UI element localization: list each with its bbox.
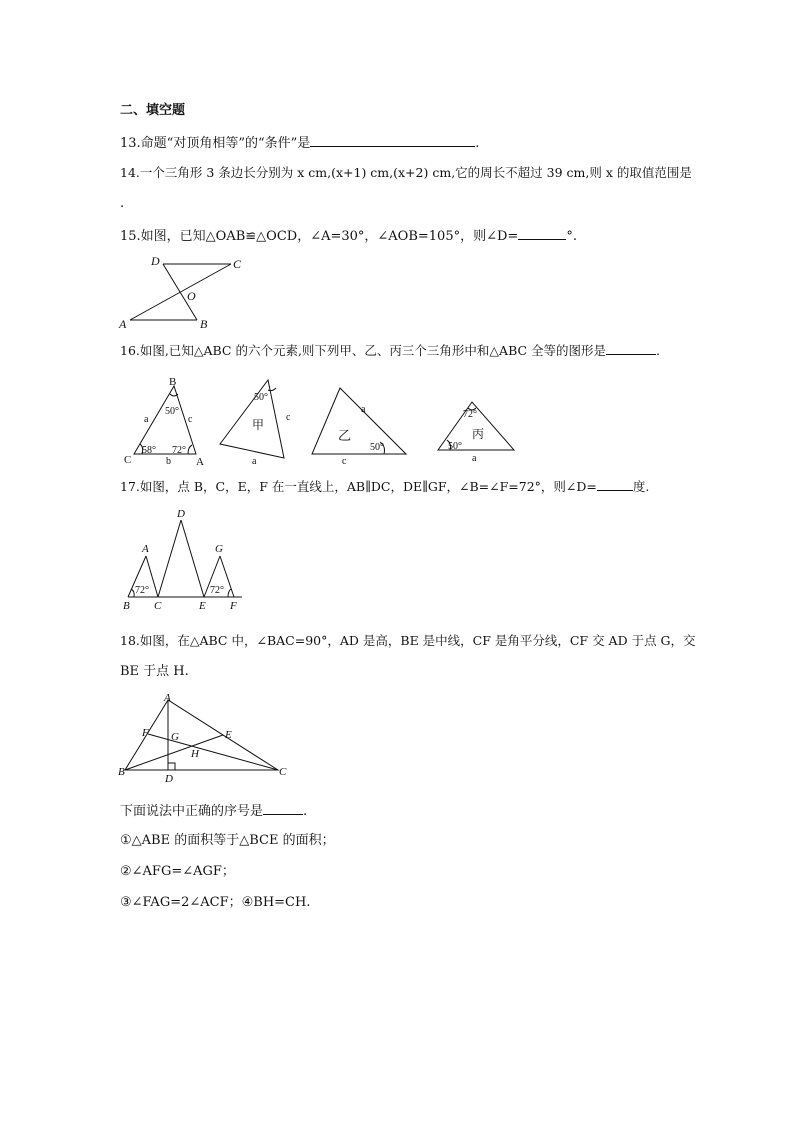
question-18-line-1: 18.如图，在△ABC 中，∠BAC=90°，AD 是高，BE 是中线，CF 是角平分线，CF 交 AD 于点 G，交 bbox=[120, 633, 696, 648]
fig16-bing-name: 丙 bbox=[472, 427, 485, 441]
figure-15 bbox=[115, 252, 255, 332]
fig18-label-a: A bbox=[164, 692, 171, 704]
answer-blank-17[interactable] bbox=[597, 478, 633, 491]
fig16-side-c: c bbox=[188, 414, 193, 425]
question-18-prompt-end: . bbox=[303, 804, 308, 819]
fig18-label-h: H bbox=[191, 748, 199, 760]
fig15-label-a: A bbox=[119, 317, 127, 331]
fig17-label-e: E bbox=[199, 600, 206, 612]
fig16-yi-side-a: a bbox=[361, 404, 366, 415]
fig17-angle-b: 72° bbox=[135, 585, 149, 596]
fig15-label-b: B bbox=[200, 317, 208, 331]
question-16-text: 16.如图,已知△ABC 的六个元素,则下列甲、乙、丙三个三角形中和△ABC 全等的图形是 bbox=[120, 343, 607, 358]
question-16 bbox=[120, 342, 660, 359]
fig17-label-a: A bbox=[142, 543, 149, 555]
fig16-yi-name: 乙 bbox=[338, 428, 352, 443]
fig17-label-f: F bbox=[230, 600, 237, 612]
fig17-label-g: G bbox=[215, 543, 223, 555]
question-18-option-2: ②∠AFG=∠AGF； bbox=[120, 864, 235, 879]
question-13-end: . bbox=[475, 136, 480, 151]
fig15-label-c: C bbox=[233, 257, 242, 271]
question-14-end: . bbox=[120, 196, 125, 211]
question-17 bbox=[120, 478, 649, 495]
fig18-label-f: F bbox=[142, 727, 149, 739]
fig18-label-g: G bbox=[171, 731, 179, 743]
question-13 bbox=[120, 134, 479, 152]
fig16-side-b: b bbox=[166, 456, 171, 467]
fig16-label-c: C bbox=[124, 454, 132, 466]
question-13-text: 13.命题“对顶角相等”的“条件”是 bbox=[120, 136, 311, 151]
figure-18 bbox=[116, 692, 291, 787]
fig16-yi-side-c: c bbox=[342, 456, 347, 467]
question-14-text: 14.一个三角形 3 条边长分别为 x cm,(x+1) cm,(x+2) cm,它的周长不超过 39 cm,则 x 的取值范围是 bbox=[120, 165, 692, 180]
answer-blank-15[interactable] bbox=[518, 227, 566, 240]
answer-blank-13[interactable] bbox=[310, 134, 475, 147]
fig18-label-c: C bbox=[279, 766, 287, 778]
fig16-bing-angle-left: 50° bbox=[448, 441, 462, 452]
fig15-label-o: O bbox=[187, 289, 196, 303]
fig16-jia-angle: 50° bbox=[254, 392, 268, 403]
question-18-line-2: BE 于点 H. bbox=[120, 664, 189, 679]
fig17-label-d: D bbox=[177, 508, 185, 520]
fig16-label-b: B bbox=[169, 376, 177, 388]
figure-17 bbox=[118, 506, 258, 614]
fig16-yi-angle: 50° bbox=[370, 442, 384, 453]
question-14 bbox=[120, 165, 692, 181]
fig16-bing-angle-top: 72° bbox=[463, 409, 477, 420]
fig16-angle-a: 72° bbox=[172, 445, 186, 456]
fig16-jia-name: 甲 bbox=[252, 418, 265, 432]
question-15-text: 15.如图，已知△OAB≌△OCD，∠A=30°，∠AOB=105°，则∠D= bbox=[120, 229, 519, 244]
fig16-angle-c: 58° bbox=[142, 445, 156, 456]
question-16-end: . bbox=[656, 343, 661, 358]
fig16-jia-side-a: a bbox=[252, 456, 257, 467]
question-18-option-1: ①△ABE 的面积等于△BCE 的面积； bbox=[120, 833, 335, 848]
answer-blank-18[interactable] bbox=[263, 802, 303, 815]
question-18-option-3-4: ③∠FAG=2∠ACF；④BH=CH. bbox=[120, 895, 311, 910]
section-title: 二、填空题 bbox=[120, 103, 186, 118]
fig16-label-a: A bbox=[196, 456, 204, 468]
question-15-end: °. bbox=[566, 229, 577, 244]
question-18-prompt-text: 下面说法中正确的序号是 bbox=[120, 804, 264, 819]
answer-blank-16[interactable] bbox=[606, 342, 656, 355]
fig16-side-a: a bbox=[144, 414, 149, 425]
figure-16 bbox=[118, 372, 518, 472]
fig18-label-e: E bbox=[225, 729, 232, 741]
fig15-label-d: D bbox=[151, 254, 160, 268]
question-17-text: 17.如图，点 B，C，E，F 在一直线上，AB∥DC，DE∥GF，∠B=∠F=72°，则∠D= bbox=[120, 479, 597, 494]
question-18-prompt bbox=[120, 802, 307, 820]
fig18-label-d: D bbox=[165, 773, 173, 785]
fig17-label-c: C bbox=[154, 600, 162, 612]
question-15 bbox=[120, 227, 577, 245]
fig18-label-b: B bbox=[118, 766, 125, 778]
question-17-end: 度. bbox=[632, 479, 650, 494]
fig17-angle-f: 72° bbox=[210, 585, 224, 596]
fig17-label-b: B bbox=[123, 600, 130, 612]
fig16-jia-side-c: c bbox=[286, 412, 291, 423]
fig16-angle-b: 50° bbox=[165, 406, 179, 417]
fig16-bing-side-a: a bbox=[472, 453, 477, 464]
